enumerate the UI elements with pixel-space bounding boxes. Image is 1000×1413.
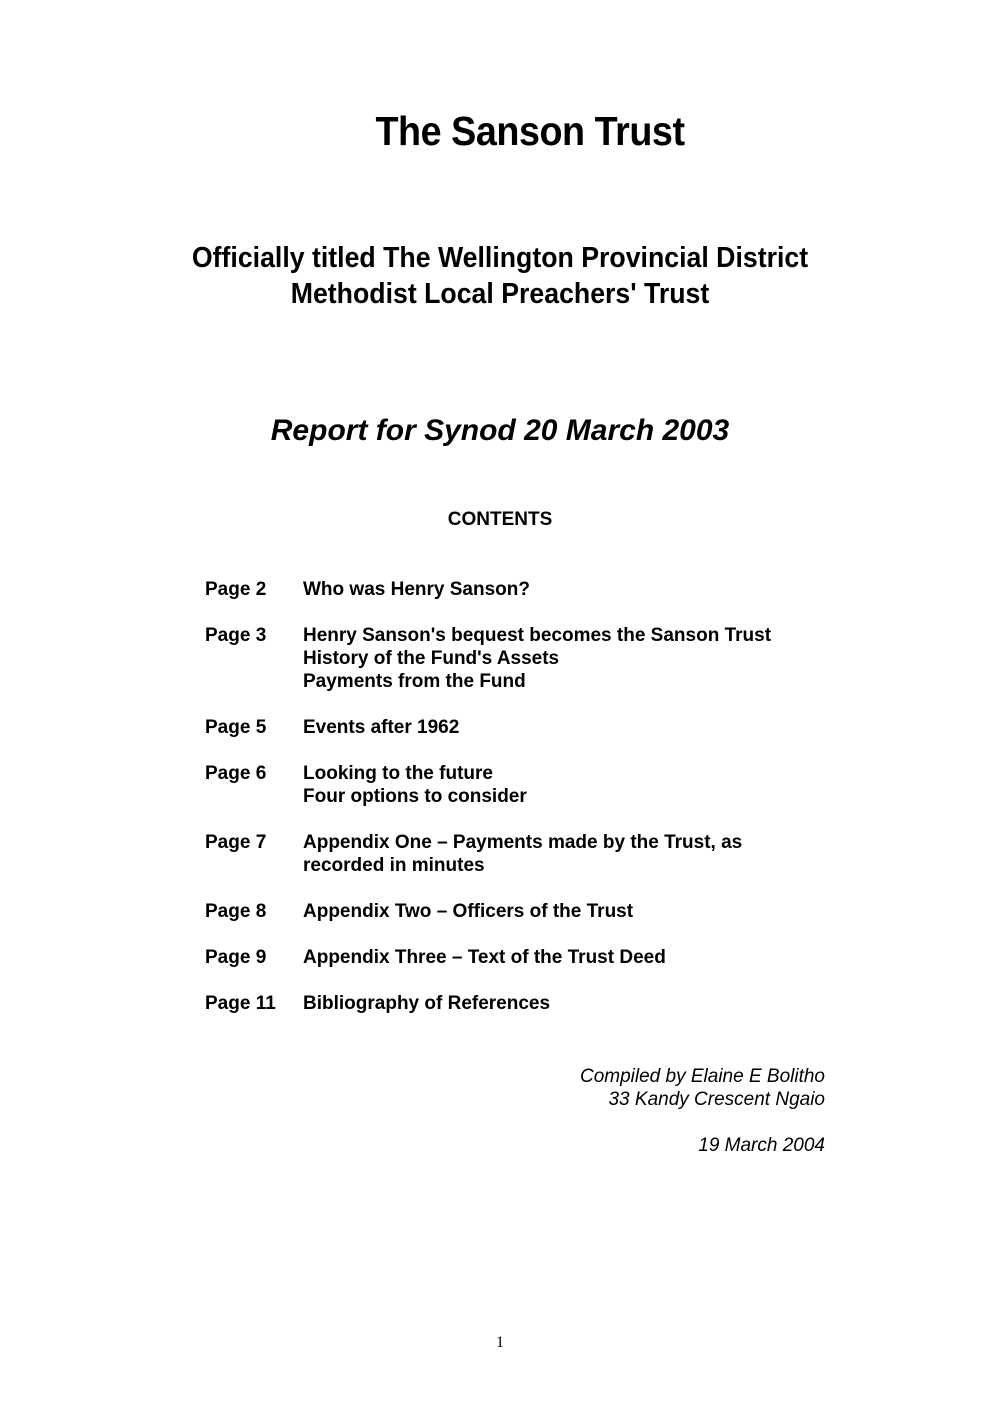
toc-entry-title: Henry Sanson's bequest becomes the Sanson Trust	[303, 625, 772, 646]
document-subtitle	[40, 240, 960, 312]
toc-entry	[205, 624, 825, 693]
toc-page-number: Page 5	[205, 717, 267, 738]
toc-entry	[205, 762, 825, 808]
toc-page-number: Page 3	[205, 625, 267, 646]
document-date: 19 March 2004	[698, 1135, 825, 1156]
toc-entry-title: Events after 1962	[303, 717, 460, 738]
toc-entry-title: History of the Fund's Assets	[303, 648, 560, 669]
compiled-by: Compiled by Elaine E Bolitho	[579, 1066, 825, 1087]
table-of-contents	[205, 578, 825, 1038]
compiler-info	[500, 1065, 825, 1111]
toc-entry	[205, 578, 825, 601]
toc-entry	[205, 716, 825, 739]
contents-heading: CONTENTS	[447, 509, 553, 530]
toc-page-number: Page 7	[205, 832, 267, 853]
toc-page-number: Page 2	[205, 579, 267, 600]
toc-entry-title: Bibliography of References	[303, 993, 551, 1014]
toc-entry	[205, 900, 825, 923]
toc-entry-title: Appendix One – Payments made by the Trust, as	[303, 832, 743, 853]
toc-entry	[205, 992, 825, 1015]
toc-entry-title: Appendix Two – Officers of the Trust	[303, 901, 634, 922]
toc-page-number: Page 8	[205, 901, 267, 922]
toc-page-number: Page 6	[205, 763, 267, 784]
toc-page-number: Page 9	[205, 947, 267, 968]
toc-entry-title: Four options to consider	[303, 786, 527, 807]
toc-entry	[205, 946, 825, 969]
compiler-address: 33 Kandy Crescent Ngaio	[608, 1089, 825, 1110]
toc-entry-title: Appendix Three – Text of the Trust Deed	[303, 947, 666, 968]
toc-entry-title: Who was Henry Sanson?	[303, 579, 530, 600]
toc-entry-title: Looking to the future	[303, 763, 493, 784]
toc-entry-title: recorded in minutes	[303, 855, 485, 876]
report-title: Report for Synod 20 March 2003	[270, 414, 730, 447]
subtitle-line: Methodist Local Preachers' Trust	[290, 278, 710, 310]
page-number: 1	[496, 1334, 504, 1351]
toc-page-number: Page 11	[205, 993, 276, 1014]
toc-entry-title: Payments from the Fund	[303, 671, 526, 692]
toc-entry	[205, 831, 825, 877]
subtitle-line: Officially titled The Wellington Provincial District	[191, 242, 809, 274]
document-title: The Sanson Trust	[375, 108, 685, 154]
